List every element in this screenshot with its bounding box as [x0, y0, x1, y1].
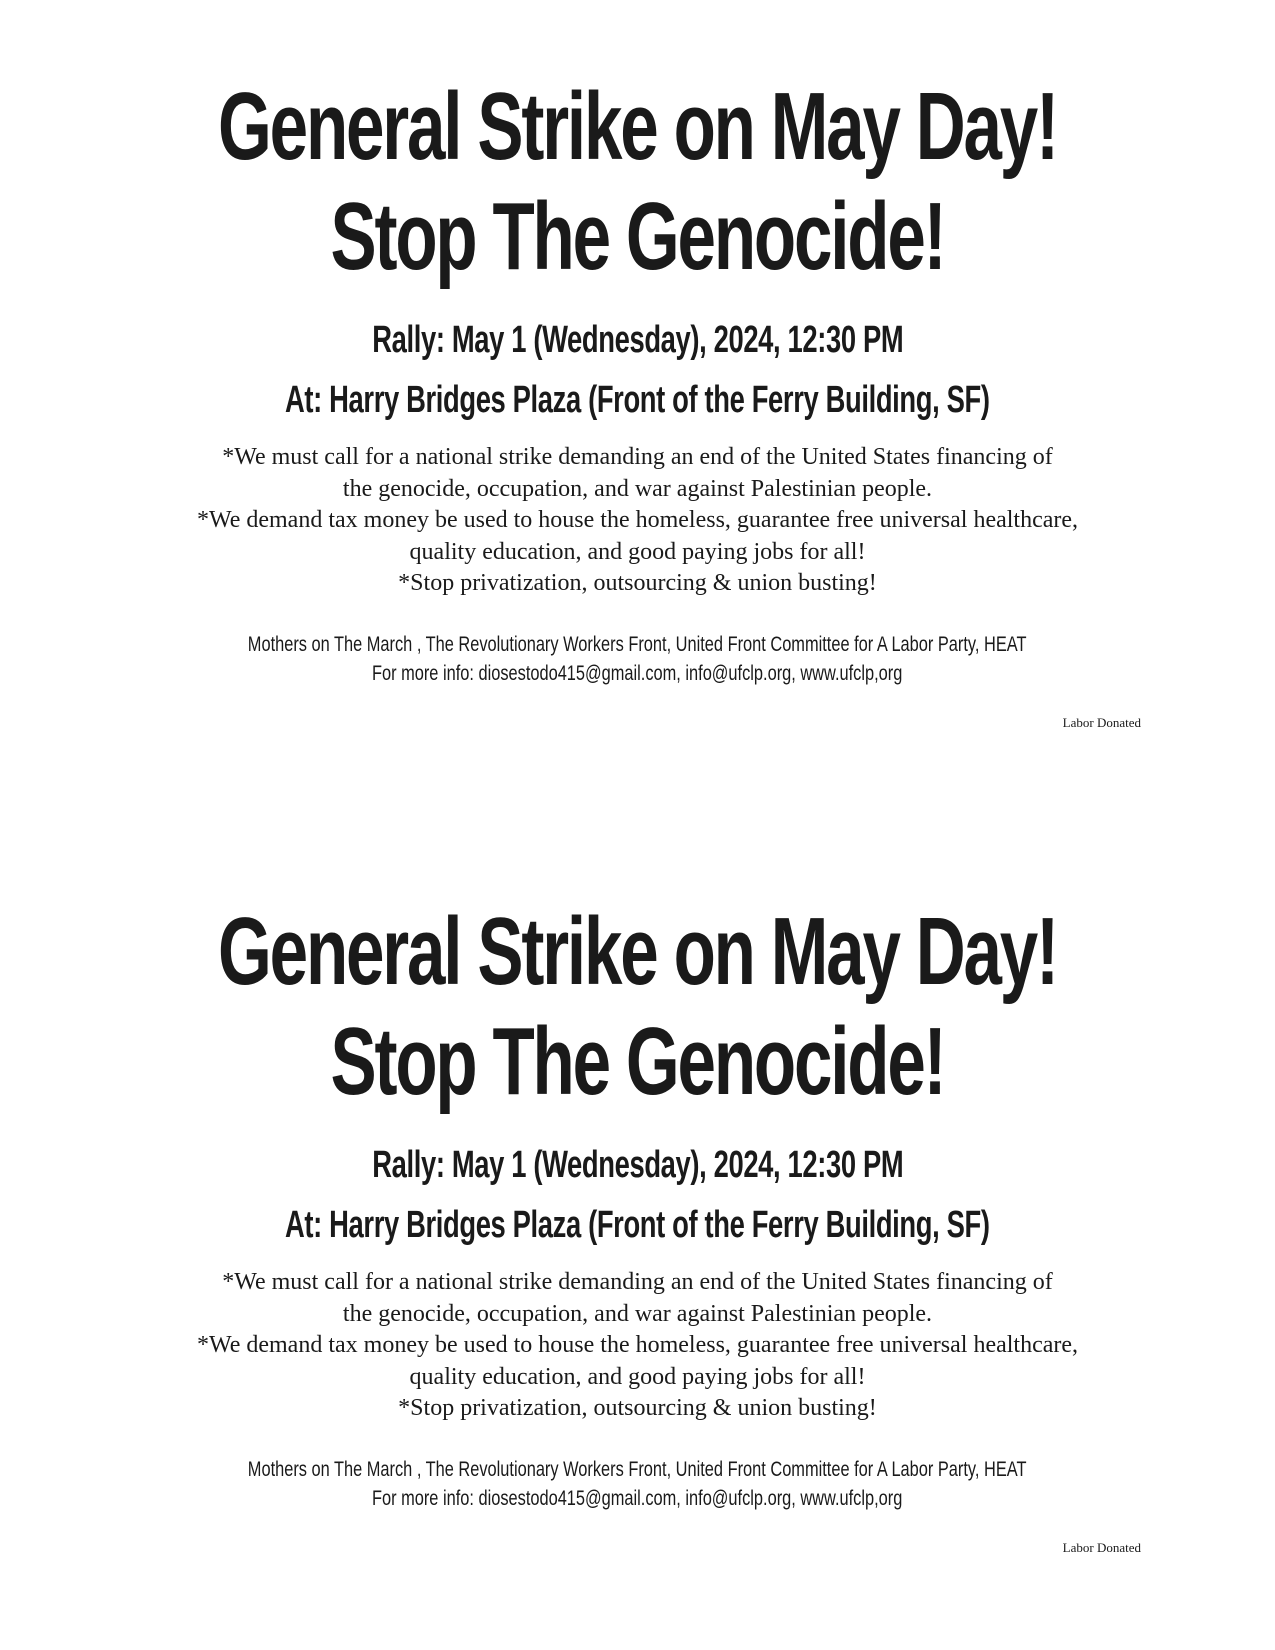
location-text: At: Harry Bridges Plaza (Front of the Ferry Building, SF)	[285, 1204, 990, 1246]
demand-line: quality education, and good paying jobs for all!	[409, 538, 866, 565]
rally-text: Rally: May 1 (Wednesday), 2024, 12:30 PM	[371, 1144, 903, 1186]
demand-line: the genocide, occupation, and war against Palestinian people.	[342, 475, 933, 502]
headline-line-2: Stop The Genocide!	[330, 1008, 945, 1115]
headline-line-1: General Strike on May Day!	[218, 73, 1057, 180]
demands-text	[0, 1267, 1275, 1425]
demand-line: *We must call for a national strike demanding an end of the United States financing of	[222, 444, 1053, 470]
headline	[0, 72, 1275, 292]
contact-line: For more info: diosestodo415@gmail.com, info@ufclp.org, www.ufclp,org	[372, 1487, 903, 1510]
organizers-line: Mothers on The March , The Revolutionary Workers Front, United Front Committee for A Labor Party, HEAT	[248, 1458, 1027, 1481]
rally-info	[0, 1143, 1275, 1187]
organizers-block	[0, 630, 1275, 688]
location-info	[0, 1203, 1275, 1247]
rally-text: Rally: May 1 (Wednesday), 2024, 12:30 PM	[371, 319, 903, 361]
headline-line-1: General Strike on May Day!	[218, 898, 1057, 1005]
headline-line-2: Stop The Genocide!	[330, 183, 945, 290]
flyer-bottom	[0, 825, 1275, 1650]
rally-info	[0, 318, 1275, 362]
location-text: At: Harry Bridges Plaza (Front of the Ferry Building, SF)	[285, 379, 990, 421]
demand-line: the genocide, occupation, and war against Palestinian people.	[342, 1300, 933, 1327]
demand-line: *Stop privatization, outsourcing & union busting!	[398, 1395, 877, 1421]
organizers-text	[248, 630, 1027, 688]
demand-line: *Stop privatization, outsourcing & union busting!	[398, 570, 877, 596]
headline	[0, 897, 1275, 1117]
demand-line: *We demand tax money be used to house the homeless, guarantee free universal healthcare,	[196, 1332, 1079, 1358]
demands-text	[0, 442, 1275, 600]
location-info	[0, 378, 1275, 422]
organizers-block	[0, 1455, 1275, 1513]
organizers-line: Mothers on The March , The Revolutionary Workers Front, United Front Committee for A Labor Party, HEAT	[248, 633, 1027, 656]
organizers-text	[248, 1455, 1027, 1513]
labor-donated-note: Labor Donated	[1062, 1540, 1141, 1555]
labor-donated-note: Labor Donated	[1062, 715, 1141, 730]
demand-line: *We must call for a national strike demanding an end of the United States financing of	[222, 1269, 1053, 1295]
demand-line: *We demand tax money be used to house the homeless, guarantee free universal healthcare,	[196, 507, 1079, 533]
demand-line: quality education, and good paying jobs for all!	[409, 1363, 866, 1390]
contact-line: For more info: diosestodo415@gmail.com, info@ufclp.org, www.ufclp,org	[372, 662, 903, 685]
